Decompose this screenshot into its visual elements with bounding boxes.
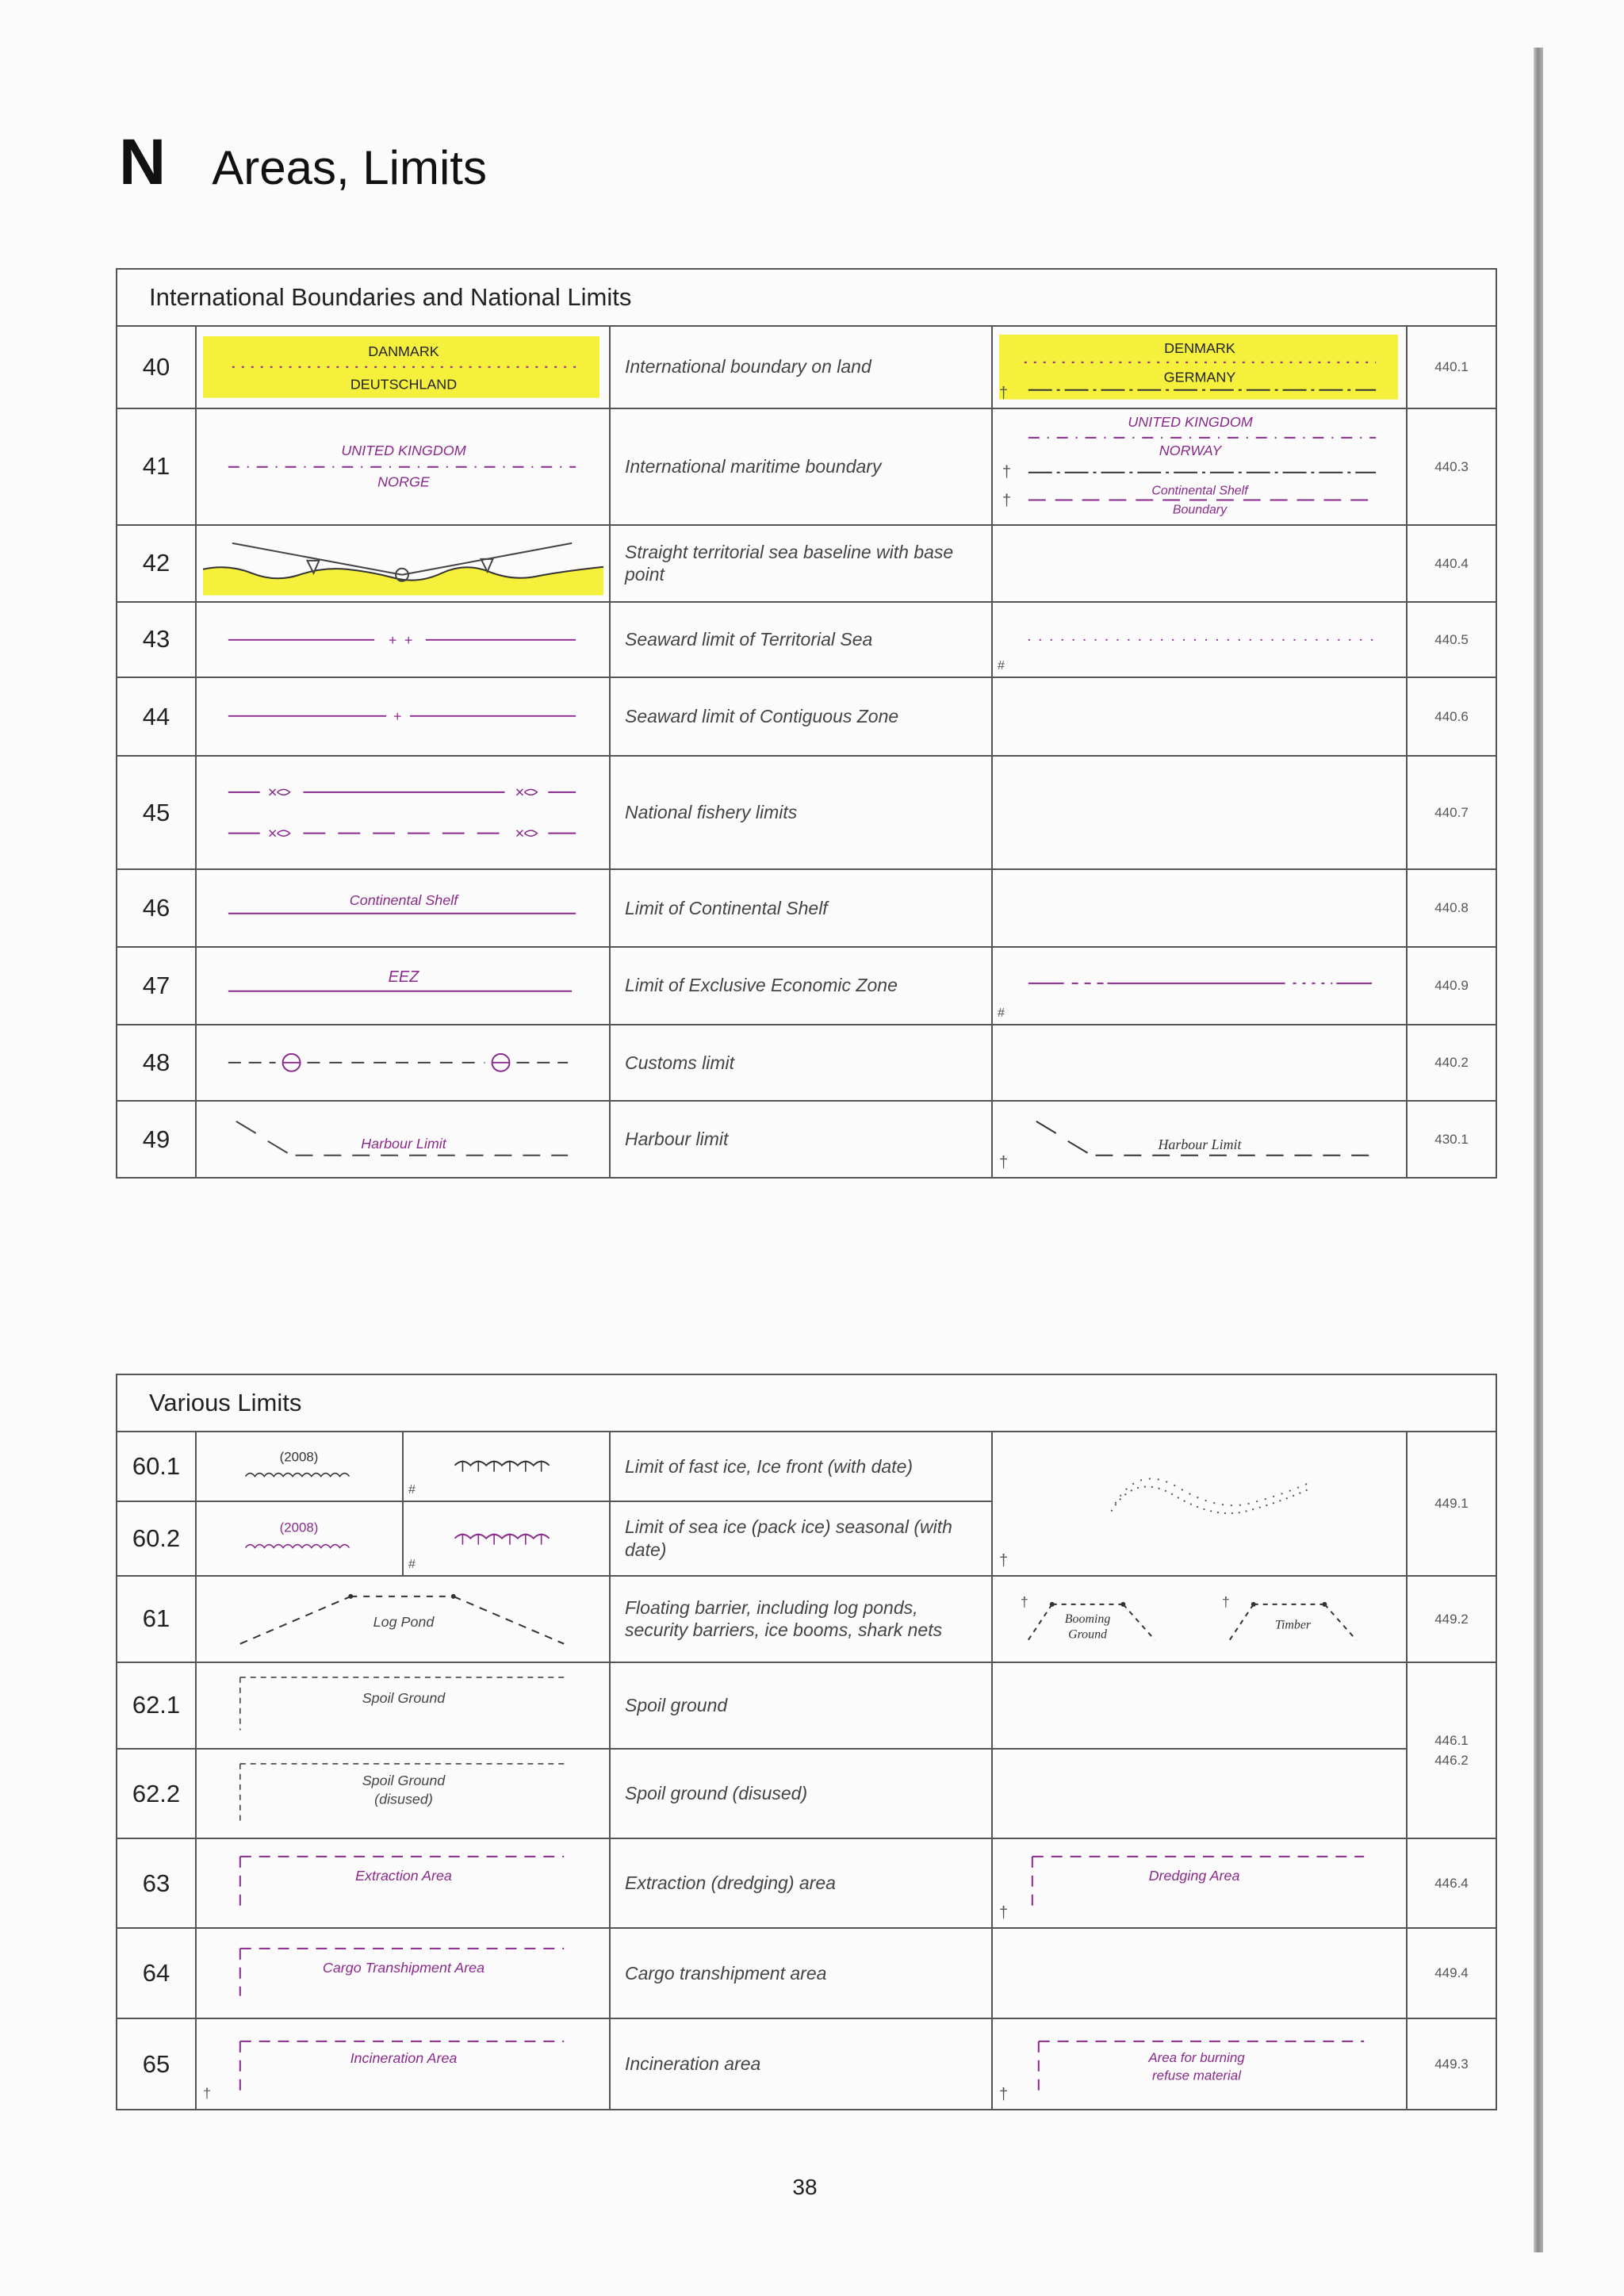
international-symbol (196, 756, 610, 869)
description: National fishery limits (610, 756, 992, 869)
row-number: 49 (117, 1101, 196, 1178)
description: Limit of Exclusive Economic Zone (610, 947, 992, 1025)
other-symbol (992, 602, 1407, 678)
dagger-mark: † (999, 1903, 1009, 1922)
row-number: 60.2 (117, 1501, 196, 1575)
area-label: Area for burning (1148, 2050, 1245, 2066)
page-edge (1534, 48, 1543, 2252)
table-row (117, 756, 1496, 869)
row-number: 44 (117, 677, 196, 756)
section-title: International Boundaries and National Limits (117, 269, 1496, 326)
country-label: UNITED KINGDOM (1128, 413, 1253, 430)
international-symbol (196, 1576, 610, 1663)
row-number: 41 (117, 408, 196, 525)
area-label: refuse material (1152, 2068, 1241, 2084)
other-symbol (992, 1749, 1407, 1839)
table-row (117, 1101, 1496, 1178)
other-symbol (992, 408, 1407, 525)
other-symbol (992, 756, 1407, 869)
table-row (117, 525, 1496, 602)
reference-line: 446.2 (1434, 1753, 1469, 1769)
country-label: DANMARK (368, 343, 439, 359)
table-row (117, 1432, 1496, 1501)
table-row (117, 869, 1496, 947)
row-number: 42 (117, 525, 196, 602)
description: Incineration area (610, 2018, 992, 2110)
reference: 440.1 (1407, 326, 1496, 408)
table-row (117, 947, 1496, 1025)
table-row (117, 326, 1496, 408)
date-label: (2008) (279, 1449, 319, 1465)
sea-ice-other-symbol (993, 1432, 1406, 1574)
reference: 440.9 (1407, 947, 1496, 1025)
section-title: Various Limits (117, 1374, 1496, 1432)
country-label: NORGE (377, 473, 430, 490)
ice-front-symbol (404, 1432, 609, 1501)
other-symbol (992, 1101, 1407, 1178)
table-row (117, 677, 1496, 756)
table-row (117, 1749, 1496, 1839)
hash-mark: # (408, 1557, 416, 1571)
international-symbol (196, 1025, 610, 1102)
dagger-mark: † (999, 1153, 1009, 1171)
chapter-title: Areas, Limits (212, 141, 487, 194)
description: Limit of sea ice (pack ice) seasonal (with date) (610, 1501, 992, 1575)
row-number: 46 (117, 869, 196, 947)
fishery-limits-symbol (197, 757, 609, 868)
other-symbol (992, 1025, 1407, 1102)
row-number: 62.1 (117, 1662, 196, 1749)
area-label: (disused) (374, 1791, 433, 1807)
international-symbol (196, 677, 610, 756)
chapter-heading (119, 125, 487, 197)
area-label: Booming (1064, 1612, 1111, 1626)
reference: 440.7 (1407, 756, 1496, 869)
other-symbol (992, 1838, 1407, 1928)
svg-text:†: † (1221, 1593, 1230, 1610)
international-symbol (196, 525, 610, 602)
cargo-transhipment-symbol (197, 1929, 609, 2018)
row-number: 62.2 (117, 1749, 196, 1839)
dagger-mark: † (999, 1551, 1009, 1570)
baseline-symbol (197, 526, 609, 601)
fast-ice-symbol (197, 1432, 402, 1501)
contiguous-zone-symbol (197, 678, 609, 755)
svg-text:†: † (1002, 492, 1012, 510)
description: Limit of fast ice, Ice front (with date) (610, 1432, 992, 1501)
spoil-ground-disused-symbol (197, 1750, 609, 1838)
country-label: DEUTSCHLAND (350, 376, 458, 393)
area-label: Timber (1274, 1618, 1312, 1632)
row-number: 64 (117, 1928, 196, 2019)
area-label: Spoil Ground (362, 1772, 446, 1788)
customs-limit-symbol (197, 1025, 609, 1101)
line-label: Continental Shelf (349, 892, 458, 909)
reference: 430.1 (1407, 1101, 1496, 1178)
table-row (117, 1928, 1496, 2019)
line-label: EEZ (388, 968, 419, 986)
territorial-sea-other-symbol (993, 603, 1406, 677)
country-label: GERMANY (1163, 369, 1236, 385)
burning-area-symbol (993, 2019, 1406, 2109)
harbour-limit-other-symbol (993, 1102, 1406, 1177)
description: International boundary on land (610, 326, 992, 408)
reference: 449.3 (1407, 2018, 1496, 2110)
row-number: 47 (117, 947, 196, 1025)
pack-ice-symbol (404, 1502, 609, 1574)
extraction-area-symbol (197, 1839, 609, 1927)
reference: 440.3 (1407, 408, 1496, 525)
row-number: 40 (117, 326, 196, 408)
booming-ground-symbol (993, 1577, 1406, 1662)
country-label: DENMARK (1164, 339, 1235, 356)
reference: 446.4 (1407, 1838, 1496, 1928)
dagger-mark: † (999, 384, 1009, 402)
reference (1407, 1662, 1496, 1838)
reference: 449.4 (1407, 1928, 1496, 2019)
other-symbol (992, 947, 1407, 1025)
svg-text:+: + (389, 631, 397, 648)
international-symbol (403, 1432, 610, 1501)
area-label: Log Pond (373, 1613, 435, 1630)
shelf-label: Boundary (1172, 503, 1228, 517)
row-number: 63 (117, 1838, 196, 1928)
description: Seaward limit of Territorial Sea (610, 602, 992, 678)
country-label: UNITED KINGDOM (341, 442, 466, 458)
other-symbol (992, 869, 1407, 947)
svg-text:†: † (1020, 1593, 1028, 1610)
reference: 449.1 (1407, 1432, 1496, 1576)
other-symbol (992, 525, 1407, 602)
other-symbol (992, 1576, 1407, 1663)
spoil-ground-symbol (197, 1663, 609, 1748)
maritime-boundary-other-symbol (993, 409, 1406, 524)
international-symbol (196, 1749, 610, 1839)
row-number: 45 (117, 756, 196, 869)
shelf-label: Continental Shelf (1151, 484, 1248, 498)
maritime-boundary-symbol (197, 409, 609, 524)
table-row (117, 2018, 1496, 2110)
eez-symbol (197, 948, 609, 1024)
line-label: Harbour Limit (1158, 1137, 1242, 1153)
reference: 440.5 (1407, 602, 1496, 678)
table-row (117, 1576, 1496, 1663)
svg-text:+: + (393, 708, 402, 725)
description: Customs limit (610, 1025, 992, 1102)
international-symbol (196, 1432, 403, 1501)
row-number: 48 (117, 1025, 196, 1102)
territorial-sea-symbol (197, 603, 609, 677)
international-symbol (196, 2018, 610, 2110)
table-row (117, 408, 1496, 525)
other-symbol (992, 1432, 1407, 1576)
area-label: Ground (1068, 1627, 1108, 1642)
table-row (117, 1838, 1496, 1928)
various-limits-table (116, 1374, 1497, 2110)
other-symbol (992, 2018, 1407, 2110)
international-symbol (196, 408, 610, 525)
dredging-area-symbol (993, 1839, 1406, 1927)
land-boundary-symbol (197, 327, 609, 408)
svg-text:†: † (202, 2086, 211, 2102)
other-symbol (992, 1928, 1407, 2019)
international-symbol (403, 1501, 610, 1575)
international-symbol (196, 947, 610, 1025)
continental-shelf-symbol (197, 870, 609, 946)
description: Seaward limit of Contiguous Zone (610, 677, 992, 756)
hash-mark: # (998, 659, 1005, 673)
page-number: 38 (792, 2175, 818, 2199)
svg-text:+: + (404, 631, 413, 648)
row-number: 61 (117, 1576, 196, 1663)
international-symbol (196, 1101, 610, 1178)
description: Spoil ground (disused) (610, 1749, 992, 1839)
area-label: Extraction Area (355, 1868, 452, 1884)
hash-mark: # (408, 1483, 416, 1497)
international-symbol (196, 1662, 610, 1749)
hash-mark: # (998, 1006, 1005, 1020)
reference: 440.8 (1407, 869, 1496, 947)
log-pond-symbol (197, 1577, 609, 1662)
table-row (117, 602, 1496, 678)
line-label: Harbour Limit (361, 1136, 446, 1152)
date-label: (2008) (279, 1520, 319, 1536)
description: International maritime boundary (610, 408, 992, 525)
area-label: Cargo Transhipment Area (322, 1959, 485, 1976)
international-symbol (196, 602, 610, 678)
international-symbol (196, 1501, 403, 1575)
svg-text:†: † (1002, 463, 1012, 481)
chapter-letter: N (119, 126, 167, 198)
international-symbol (196, 1928, 610, 2019)
sea-ice-symbol (197, 1502, 402, 1574)
land-boundary-other-symbol (993, 327, 1406, 408)
dagger-mark: † (999, 2086, 1009, 2104)
other-symbol (992, 326, 1407, 408)
row-number: 43 (117, 602, 196, 678)
description: Floating barrier, including log ponds, security barriers, ice booms, shark nets (610, 1576, 992, 1663)
reference: 440.4 (1407, 525, 1496, 602)
incineration-area-symbol (197, 2019, 609, 2109)
international-symbol (196, 869, 610, 947)
international-symbol (196, 326, 610, 408)
reference-line: 446.1 (1434, 1732, 1469, 1748)
description: Spoil ground (610, 1662, 992, 1749)
description: Limit of Continental Shelf (610, 869, 992, 947)
other-symbol (992, 677, 1407, 756)
table-row (117, 1025, 1496, 1102)
description: Cargo transhipment area (610, 1928, 992, 2019)
country-label: NORWAY (1159, 442, 1222, 458)
area-label: Spoil Ground (362, 1689, 446, 1706)
area-label: Incineration Area (350, 2050, 458, 2067)
reference: 440.6 (1407, 677, 1496, 756)
description: Straight territorial sea baseline with base point (610, 525, 992, 602)
other-symbol (992, 1662, 1407, 1749)
reference: 440.2 (1407, 1025, 1496, 1102)
table-row (117, 1662, 1496, 1749)
harbour-limit-symbol (197, 1102, 609, 1177)
row-number: 60.1 (117, 1432, 196, 1501)
area-label: Dredging Area (1148, 1868, 1240, 1884)
row-number: 65 (117, 2018, 196, 2110)
description: Extraction (dredging) area (610, 1838, 992, 1928)
eez-other-symbol (993, 948, 1406, 1024)
reference: 449.2 (1407, 1576, 1496, 1663)
boundaries-table (116, 268, 1497, 1179)
international-symbol (196, 1838, 610, 1928)
description: Harbour limit (610, 1101, 992, 1178)
